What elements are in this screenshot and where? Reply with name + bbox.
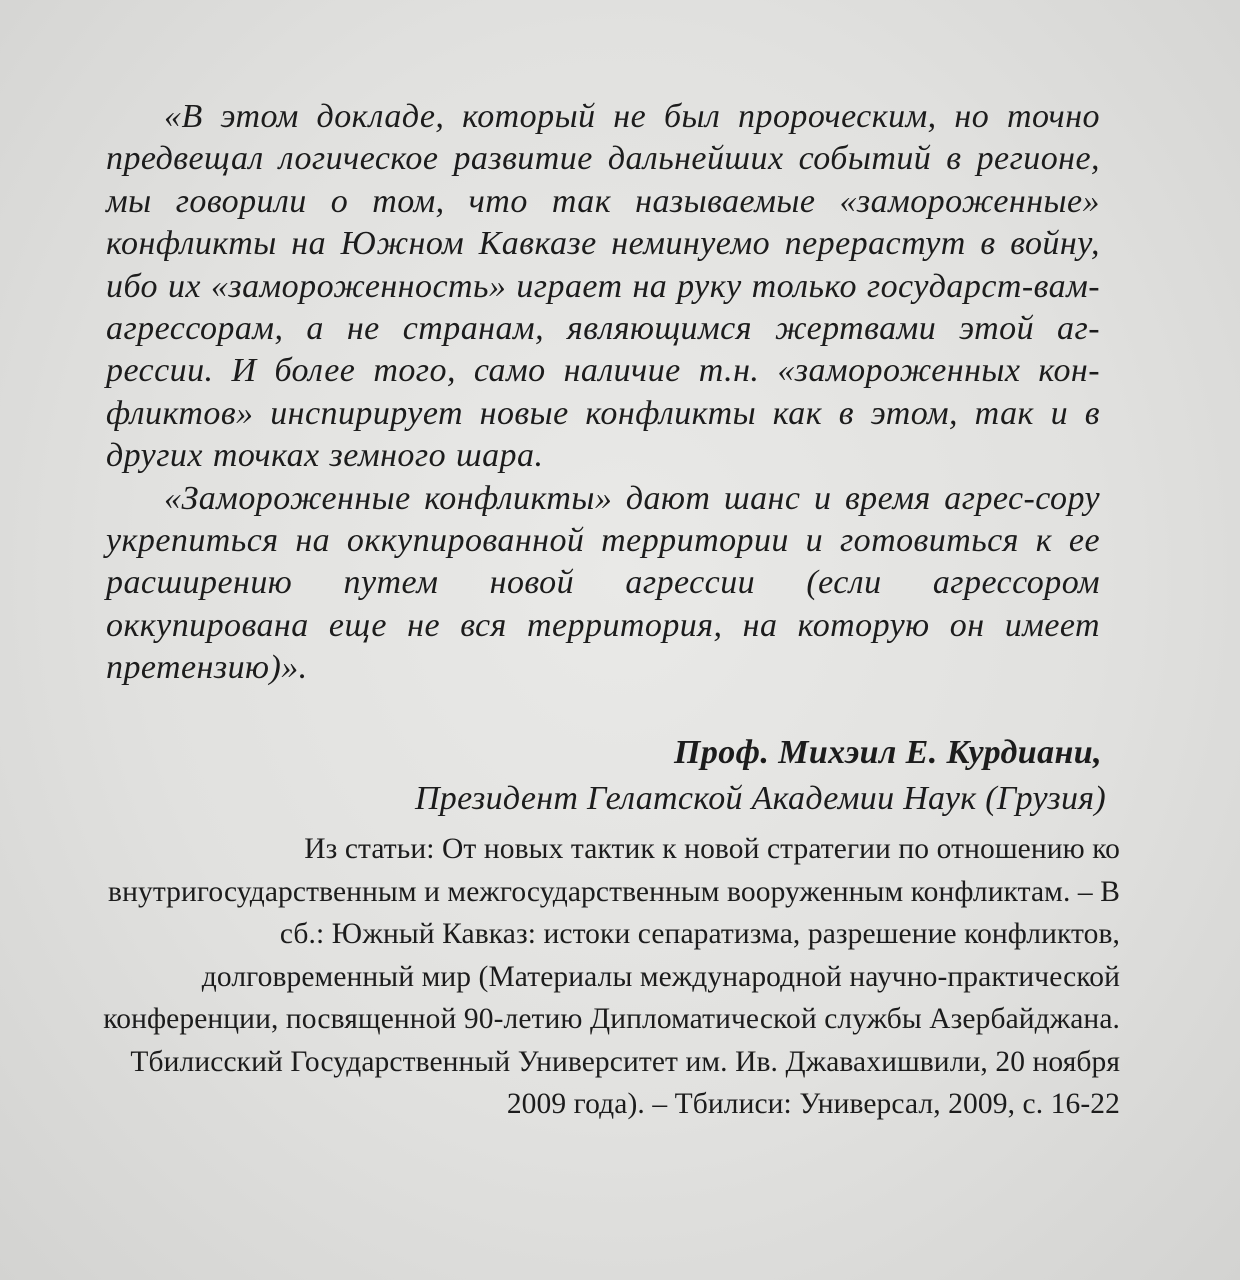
quote-paragraph-2: «Замороженные конфликты» дают шанс и время агрес-сору укрепиться на оккупированной территории и готовиться к ее расширению путем новой агрессии (если агрессором оккупирована еще не вся территория, на которую он имеет претензию)». bbox=[106, 479, 1100, 687]
quote-block bbox=[106, 96, 1100, 690]
author-block bbox=[90, 730, 1120, 822]
quote-paragraph-1: «В этом докладе, который не был пророческим, но точно предвещал логическое развитие дальнейших событий в регионе, мы говорили о том, что так называемые «замороженные» конфликты на Южном Кавказе неминуемо перерастут в войну, ибо их «замороженность» играет на руку только государст-вам-агрессорам, а не странам, являющимся жертвами этой аг-рессии. И более того, само наличие т.н. «замороженных кон-фликтов» инспирирует новые конфликты как в этом, так и в других точках земного шара. bbox=[106, 98, 1100, 475]
source-citation: Из статьи: От новых тактик к новой стратегии по отношению ко внутригосударственным и межгосударственным вооруженным конфликтам. – В сб.: Южный Кавказ: истоки сепаратизма, разрешение конфликтов, долговременный мир (Материалы международной научно-практической конференции, посвященной 90-летию Дипломатической службы Азербайджана. Тбилисский Государственный Университет им. Ив. Джавахишвили, 20 ноября 2009 года). – Тбилиси: Универсал, 2009, с. 16-22 bbox=[103, 833, 1120, 1120]
author-name: Проф. Михэил Е. Курдиани, bbox=[674, 734, 1102, 771]
author-title: Президент Гелатской Академии Наук (Грузия) bbox=[414, 780, 1106, 817]
